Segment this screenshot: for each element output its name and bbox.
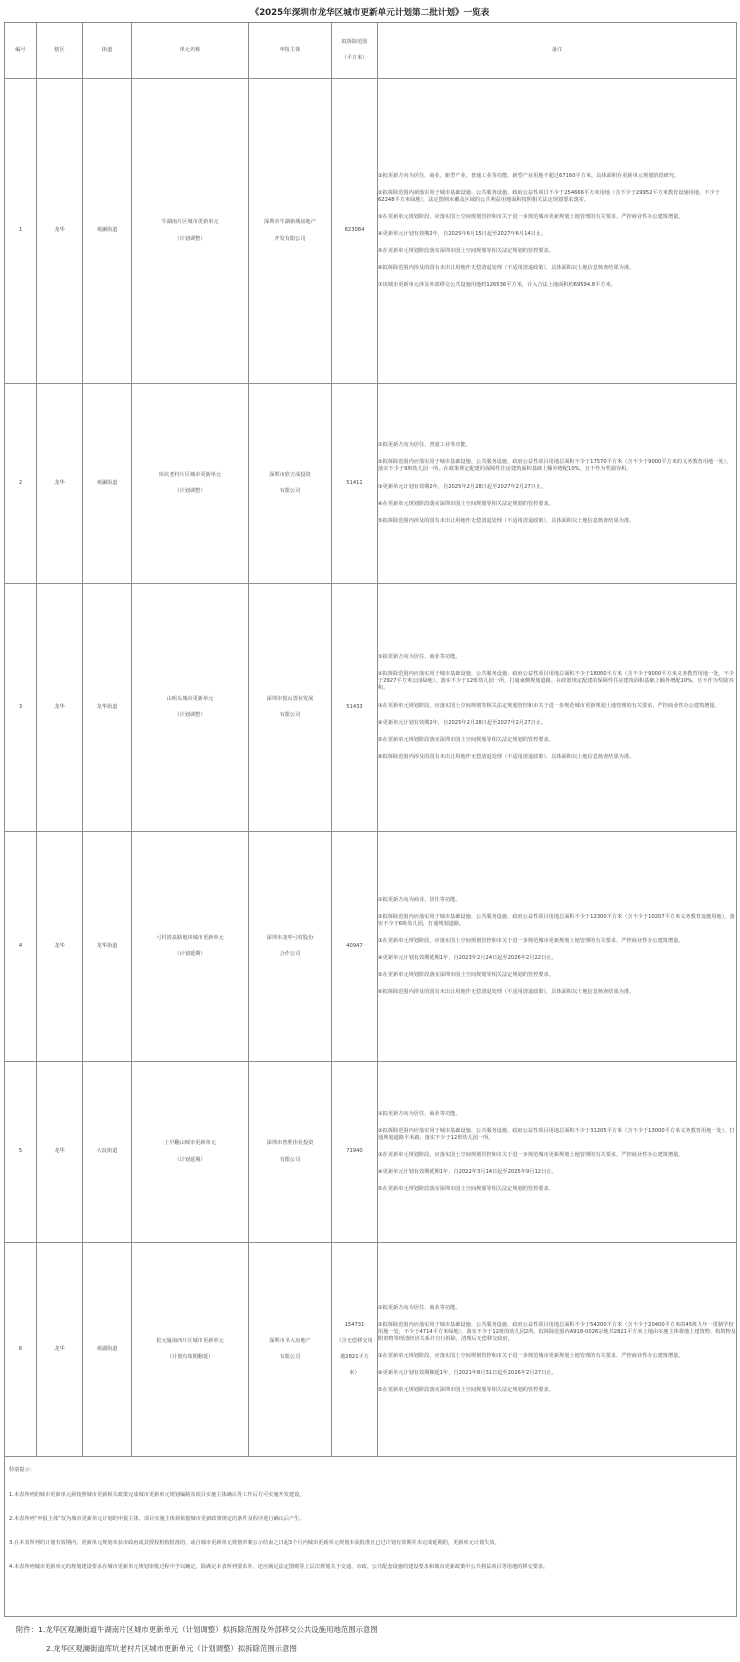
applicant-line: 深圳市牛湖新城房地产 [264, 219, 316, 226]
header-remarks: 备注 [378, 23, 737, 79]
applicant-line: 有限公司 [279, 1354, 301, 1360]
unit-name: 上早翻山城市更新单元 [164, 1140, 216, 1147]
cell-applicant [249, 1062, 332, 1243]
cell-applicant [249, 384, 332, 584]
cell-area [332, 832, 378, 1062]
tip-item: 1.本表所列的城市更新单元须按照城市更新相关政策完成城市更新单元规划编制及项目实施主体确认等工作后方可实施开发建设。 [9, 1492, 305, 1499]
applicant-line: 有限公司 [279, 712, 301, 718]
cell-area [332, 584, 378, 832]
tips-row [5, 1457, 737, 1617]
cell-street: 龙华街道 [83, 832, 132, 1062]
cell-street: 观湖街道 [83, 1243, 132, 1457]
remark-item: ③在更新单元规划阶段，应落实国土空间规划等相关法定规划管控和市关于进一步规范城市更新规划土地管理的有关要求，严控商业性办公建筑增量。 [378, 702, 720, 709]
cell-applicant [249, 79, 332, 384]
cell-no: 6 [5, 1243, 37, 1457]
remark-item: ④更新单元计划有效期延期1年，自2023年2月24日起至2026年2月22日止。 [378, 955, 557, 961]
remark-item: ⑥拟拆除范围内涉及的国有未出让用地作无偿清退处理（不适用清退政策），具体面积以土地信息核查结果为准。 [378, 989, 635, 996]
header-area [332, 23, 378, 79]
cell-district: 龙华 [37, 1062, 83, 1243]
remark-item: ④更新单元计划有效期顺延1年，自2021年8月31日起至2026年2月27日止。 [378, 1370, 557, 1377]
remark-item: ③在更新单元规划阶段，应落实国土空间规划管控和市关于进一步规范城市更新规划土地管理的有关要求，严控商业性办公建筑增量。 [378, 213, 684, 220]
unit-name: 弓村清泉路地块城市更新单元 [156, 934, 224, 941]
remark-item: ③在更新单元规划阶段，应落实国土空间规划管控和市关于进一步规范城市更新规划土地管理的有关要求，严控商业性办公建筑增量。 [378, 1152, 684, 1158]
remark-item: ④更新单元计划有效期2年，自2025年2月28日起至2027年2月27日止。 [378, 719, 547, 726]
cell-remarks [378, 1062, 737, 1243]
unit-plan-type: （计划有效期顺延） [166, 1354, 214, 1360]
cell-street: 观澜街道 [83, 79, 132, 384]
cell-no: 1 [5, 79, 37, 384]
unit-plan-type: （计划调整） [174, 712, 206, 718]
applicant-line: 有限公司 [279, 488, 301, 494]
cell-no: 4 [5, 832, 37, 1062]
cell-district: 龙华 [37, 832, 83, 1062]
cell-unit-name [132, 1243, 249, 1457]
remark-item: ④在更新单元规划阶段落实深圳市国土空间规划等相关法定规划的管控要求。 [378, 500, 554, 507]
tips-title: 特别提示： [9, 1467, 35, 1473]
remark-item: ①拟更新方向为商业、居住等功能。 [378, 896, 461, 903]
applicant-line: 深圳市悦山置业发展 [266, 695, 314, 702]
remark-item: ⑥拟拆除范围内涉及的国有未出让用地作无偿清退处理（不适用清退政策），具体面积以土地信息核查结果为准。 [378, 753, 635, 760]
applicant-line: 深圳市欣吉成投资 [269, 471, 311, 478]
cell-district: 龙华 [37, 384, 83, 584]
remark-item: ①拟更新方向为居住、普通工业等功能。 [378, 442, 471, 449]
remark-item: ③在更新单元规划阶段，应落实国土空间规划管控和市关于进一步规范城市更新规划土地管理的有关要求，严控商业性办公建筑增量。 [378, 1353, 684, 1359]
update-unit-table [4, 22, 737, 1617]
cell-applicant [249, 584, 332, 832]
area-value: 51411 [346, 479, 363, 486]
remark-item: ⑤拟拆除范围内涉及的国有未出让用地作无偿清退处理（不适用清退政策），具体面积以土地信息核查结果为准。 [378, 517, 635, 524]
special-tips [5, 1457, 737, 1617]
area-value: 40947 [346, 942, 363, 949]
area-note: 米） [349, 1370, 360, 1377]
table-row [5, 384, 737, 584]
table-row [5, 79, 737, 384]
remark-item: ①拟更新方向为居住、商业、新型产业、普通工业等功能。新型产业用地不超过67160平方米，具体面积在更新单元规划阶段研究。 [378, 172, 680, 179]
applicant-line: 深圳市龙华弓村股份 [266, 934, 314, 941]
remark-item: ⑥拟拆除范围内涉及的国有未出让用地作无偿清退处理（不适用清退政策），具体面积以土地信息核查结果为准。 [378, 265, 635, 272]
unit-name: 松元厦南西片区城市更新单元 [156, 1337, 224, 1344]
attachment-2: 2.龙华区观澜街道库坑老村片区城市更新单元（计划调整）拟拆除范围示意图 [46, 1644, 297, 1653]
cell-unit-name [132, 384, 249, 584]
cell-remarks [378, 832, 737, 1062]
remark-item: ②拟拆除范围内应落实用于城市基础设施、公共服务设施、政府公益性项目用地总面积不少于17570平方米（含不少于9000平方米的义务教育用地一处），落实不少于9班幼儿园一所。在政策规定配建的保障性住房建筑面积基础上额外增配10%，且不作为奖励容积。 [378, 459, 732, 473]
table-header-row [5, 23, 737, 79]
cell-street: 观澜街道 [83, 384, 132, 584]
remark-item: ②拟拆除范围内应落实用于城市基础设施、公共服务设施、政府公益性项目用地总面积不少于12300平方米（含不少于10207平方米义务教育设施用地），落实不少于6班幼儿园，打通规划道路。 [378, 913, 735, 927]
applicant-line: 深圳市圣大房地产 [269, 1337, 311, 1344]
remark-item: ②拟拆除范围内应落实用于城市基础设施、公共服务设施、政府公益性项目用地总面积不少于18000平方米（含不少于9000平方米义务教育用地一处，不少于2927平方米公园绿地），落实不少于12班幼儿园一所，打通東侧规划道路。在政策规定配建的保障性住房建筑面积基础上额外增配10%，且不作为奖励容积。 [378, 671, 734, 692]
header-district: 辖区 [37, 23, 83, 79]
remark-item: ③在更新单元规划阶段，应落实国土空间规划管控和市关于进一步规范城市更新规划土地管理的有关要求，严控商业性办公建筑增量。 [378, 937, 684, 944]
remark-item: ①拟更新方向为居住、商业等功能。 [378, 654, 461, 661]
tip-item: 2.本表所列“申报主体”仅为城市更新单元计划的申报主体，项目实施主体须依据城市更新政策规定的条件及程序进行确认后产生。 [9, 1516, 305, 1523]
table-row [5, 832, 737, 1062]
header-unit-name: 单元名称 [132, 23, 249, 79]
cell-district: 龙华 [37, 584, 83, 832]
remark-item: ①拟更新方向为居住、商业等功能。 [378, 1110, 461, 1117]
unit-name: 库坑老村片区城市更新单元 [158, 471, 222, 478]
remark-item: ⑤在更新单元规划阶段落实深圳市国土空间规划等相关法定规划的管控要求。 [378, 972, 554, 979]
remark-item: ②拟拆除范围内应落实用于城市基础设施、公共服务设施、政府公益性项目用地总面积不少于31205平方米（含不少于13000平方米义务教育用地一处），打通规划道路平米路，落实不少于12班幼儿园一所。 [378, 1127, 735, 1141]
area-note: 地2821平方 [340, 1354, 369, 1360]
cell-district: 龙华 [37, 1243, 83, 1457]
cell-area [332, 79, 378, 384]
cell-area [332, 1062, 378, 1243]
remark-item: ④更新单元计划有效期延期1年，自2022年3月14日起至2025年9月12日止。 [378, 1169, 557, 1176]
applicant-line: 合作公司 [279, 951, 301, 957]
cell-district: 龙华 [37, 79, 83, 384]
table-row [5, 1062, 737, 1243]
cell-street: 大浪街道 [83, 1062, 132, 1243]
cell-unit-name [132, 79, 249, 384]
cell-no: 5 [5, 1062, 37, 1243]
area-value: 154731 [344, 1321, 365, 1328]
area-note: （含无偿移交用 [336, 1337, 373, 1344]
document-title: 《2025年深圳市龙华区城市更新单元计划第二批计划》一览表 [250, 8, 490, 18]
cell-area [332, 1243, 378, 1457]
cell-remarks [378, 584, 737, 832]
header-applicant: 申报主体 [249, 23, 332, 79]
cell-street: 龙华街道 [83, 584, 132, 832]
unit-plan-type: （计划调整） [174, 488, 206, 494]
table-row [5, 1243, 737, 1457]
remark-item: ⑤在更新单元规划阶段落实深圳市国土空间规划等相关法定规划的管控要求。 [378, 1186, 554, 1193]
header-area-line2: （平方米） [341, 55, 368, 61]
header-area-line1: 拟拆除范围 [341, 38, 368, 45]
table-row [5, 584, 737, 832]
remark-item: ⑤在更新单元规划阶段落实深圳市国土空间规划等相关法定规划的管控要求。 [378, 248, 554, 255]
remark-item: ④更新单元计划有效期2年，自2025年6月15日起至2027年6月14日止。 [378, 231, 547, 237]
remark-item: ②拟拆除范围内应落实用于城市基础设施、公共服务设施、政府公益性项目用地总面积不少于54200平方米（含不少于20400平方米的45班九年一贯制学校用地一处，不少于4714平方米绿地），落实不少于12班的幼儿园2所。拟拆除范围内A918-0026宗地共2821平方米土地由实施主体将地上建筑物、构筑物及附着物等理清经济关系并自行拆除，清理后无偿移交政府。 [378, 1321, 736, 1342]
cell-remarks [378, 1243, 737, 1457]
tip-item: 4.本表所列城市更新单元的规划建设要求在城市更新单元规划审批过程中予以确定，除满足本表所列要求外，还应满足法定图则等上层次规划关于交通、市政、公共配套设施的建设要求和城市更新政策中公共利益项目等用地的移交要求。 [9, 1564, 549, 1571]
cell-no: 2 [5, 384, 37, 584]
unit-plan-type: （计划延期） [174, 1156, 206, 1163]
cell-applicant [249, 1243, 332, 1457]
remark-item: ②拟拆除范围内须落实用于城市基础设施、公共服务设施、政府公益性项目不少于254666平方米用地（含不少于29952平方米教育设施用地，不少于62248平方米绿地），法定图则未覆盖区域的公共利益用地面积按照相关法定规划要求落实。 [378, 189, 720, 203]
area-value: 51433 [346, 703, 363, 710]
attachment-1: 附件：1.龙华区观澜街道牛湖南片区城市更新单元（计划调整）拟拆除范围及外部移交公共设施用地范围示意图 [16, 1625, 378, 1634]
unit-name: 山咀头城市更新单元 [166, 695, 214, 702]
cell-remarks [378, 384, 737, 584]
remark-item: ⑤在更新单元规划阶段落实深圳市国土空间规划等相关法定规划的管控要求。 [378, 736, 554, 743]
area-value: 71940 [346, 1148, 363, 1155]
applicant-line: 有限公司 [279, 1156, 301, 1163]
remark-item: ①拟更新方向为居住、商业等功能。 [378, 1304, 461, 1311]
attachments [16, 1624, 378, 1662]
tip-item: 3.在本表所列的计划有效期内，更新单元规划未获市政府或其授权机构批准的，或自城市更新单元规划草案公示结束之日起3个月内城市更新单元规划未获批准且已过计划有效期并未完成延期的，更新单元计划失效。 [9, 1540, 500, 1547]
cell-unit-name [132, 1062, 249, 1243]
area-value: 823084 [344, 227, 365, 234]
cell-remarks [378, 79, 737, 384]
unit-plan-type: （计划调整） [174, 235, 206, 242]
cell-applicant [249, 832, 332, 1062]
unit-name: 牛湖南片区城市更新单元 [161, 219, 219, 226]
applicant-line: 深圳市普胜伟业投资 [266, 1140, 314, 1147]
cell-unit-name [132, 832, 249, 1062]
applicant-line: 开发有限公司 [274, 235, 306, 242]
remark-item: ⑦该城市更新单元涉及外部移交公共设施用地约126536平方米，计入合法土地面积约69594.8平方米。 [378, 282, 616, 289]
cell-no: 3 [5, 584, 37, 832]
unit-plan-type: （计划延期） [174, 951, 206, 957]
cell-area [332, 384, 378, 584]
cell-unit-name [132, 584, 249, 832]
header-street: 街道 [83, 23, 132, 79]
header-no: 编号 [5, 23, 37, 79]
remark-item: ⑤在更新单元规划阶段落实深圳市国土空间规划等相关法定规划的管控要求。 [378, 1387, 554, 1394]
remark-item: ③更新单元计划有效期2年，自2025年2月28日起至2027年2月27日止。 [378, 483, 547, 490]
